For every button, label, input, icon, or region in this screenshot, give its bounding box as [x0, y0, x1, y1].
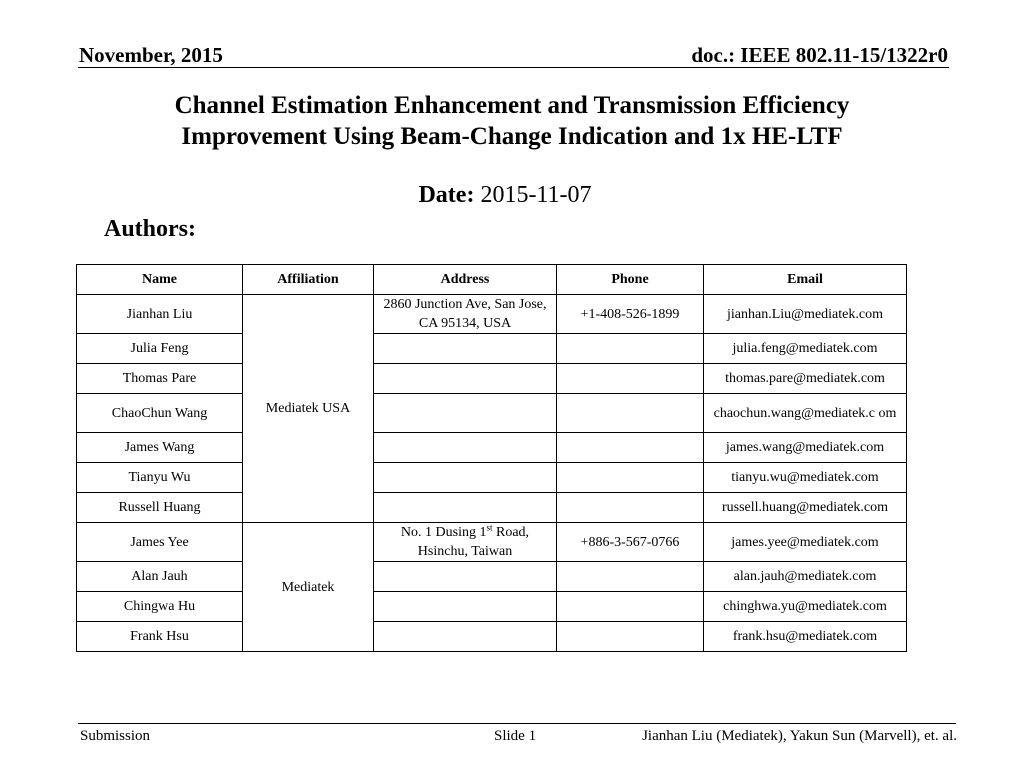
- author-affiliation: Mediatek USA: [243, 295, 374, 523]
- author-email: chaochun.wang@mediatek.c om: [704, 394, 907, 433]
- author-phone: [557, 562, 704, 592]
- author-address: [374, 433, 557, 463]
- author-name: Thomas Pare: [77, 364, 243, 394]
- footer-submission: Submission: [80, 728, 151, 744]
- date-line: [0, 181, 1010, 209]
- author-name: James Yee: [77, 523, 243, 562]
- header-doc-id: doc.: IEEE 802.11-15/1322r0: [691, 43, 948, 67]
- date-value: 2015-11-07: [480, 182, 592, 208]
- column-header-affiliation: Affiliation: [243, 265, 374, 295]
- author-name: Frank Hsu: [77, 622, 243, 652]
- table-row: [77, 394, 907, 433]
- column-header-name: Name: [77, 265, 243, 295]
- author-name: Julia Feng: [77, 334, 243, 364]
- author-name: Tianyu Wu: [77, 463, 243, 493]
- author-address: No. 1 Dusing 1st Road, Hsinchu, Taiwan: [374, 523, 557, 562]
- slide-title: [60, 90, 964, 152]
- table-row: [77, 592, 907, 622]
- footer-authors: Jianhan Liu (Mediatek), Yakun Sun (Marvell), et. al.: [642, 728, 957, 744]
- table-header-row: [77, 265, 907, 295]
- authors-heading: Authors:: [104, 216, 197, 242]
- author-phone: [557, 493, 704, 523]
- author-email: alan.jauh@mediatek.com: [704, 562, 907, 592]
- author-name: James Wang: [77, 433, 243, 463]
- author-phone: [557, 622, 704, 652]
- title-line-1: Channel Estimation Enhancement and Transmission Efficiency: [174, 92, 850, 119]
- author-address: [374, 463, 557, 493]
- column-header-address: Address: [374, 265, 557, 295]
- author-phone: [557, 592, 704, 622]
- author-phone: +886-3-567-0766: [557, 523, 704, 562]
- column-header-email: Email: [704, 265, 907, 295]
- author-name: Jianhan Liu: [77, 295, 243, 334]
- author-address: [374, 622, 557, 652]
- author-address: [374, 562, 557, 592]
- author-address: [374, 394, 557, 433]
- author-email: julia.feng@mediatek.com: [704, 334, 907, 364]
- author-email: tianyu.wu@mediatek.com: [704, 463, 907, 493]
- author-address: 2860 Junction Ave, San Jose, CA 95134, USA: [374, 295, 557, 334]
- header-date: November, 2015: [79, 43, 223, 67]
- footer-slide-number: Slide 1: [494, 728, 537, 744]
- table-row: [77, 622, 907, 652]
- author-email: chinghwa.yu@mediatek.com: [704, 592, 907, 622]
- author-phone: [557, 463, 704, 493]
- table-row: [77, 295, 907, 334]
- author-email: jianhan.Liu@mediatek.com: [704, 295, 907, 334]
- author-email: thomas.pare@mediatek.com: [704, 364, 907, 394]
- table-row: [77, 493, 907, 523]
- table-row: [77, 562, 907, 592]
- header-rule: [78, 67, 949, 68]
- author-email: james.yee@mediatek.com: [704, 523, 907, 562]
- author-phone: [557, 394, 704, 433]
- table-row: [77, 433, 907, 463]
- authors-table: [76, 264, 907, 652]
- author-phone: [557, 364, 704, 394]
- author-phone: +1-408-526-1899: [557, 295, 704, 334]
- author-name: Russell Huang: [77, 493, 243, 523]
- author-name: ChaoChun Wang: [77, 394, 243, 433]
- author-email: russell.huang@mediatek.com: [704, 493, 907, 523]
- table-row: [77, 463, 907, 493]
- author-phone: [557, 334, 704, 364]
- title-line-2: Improvement Using Beam-Change Indication and 1x HE-LTF: [181, 123, 843, 150]
- table-row: [77, 364, 907, 394]
- author-email: james.wang@mediatek.com: [704, 433, 907, 463]
- footer-rule: [78, 723, 956, 724]
- table-row: [77, 523, 907, 562]
- column-header-phone: Phone: [557, 265, 704, 295]
- author-affiliation: Mediatek: [243, 523, 374, 652]
- author-name: Chingwa Hu: [77, 592, 243, 622]
- author-address: [374, 493, 557, 523]
- author-email: frank.hsu@mediatek.com: [704, 622, 907, 652]
- author-name: Alan Jauh: [77, 562, 243, 592]
- date-label: Date:: [418, 182, 475, 208]
- table-row: [77, 334, 907, 364]
- author-address: [374, 334, 557, 364]
- author-phone: [557, 433, 704, 463]
- author-address: [374, 364, 557, 394]
- author-address: [374, 592, 557, 622]
